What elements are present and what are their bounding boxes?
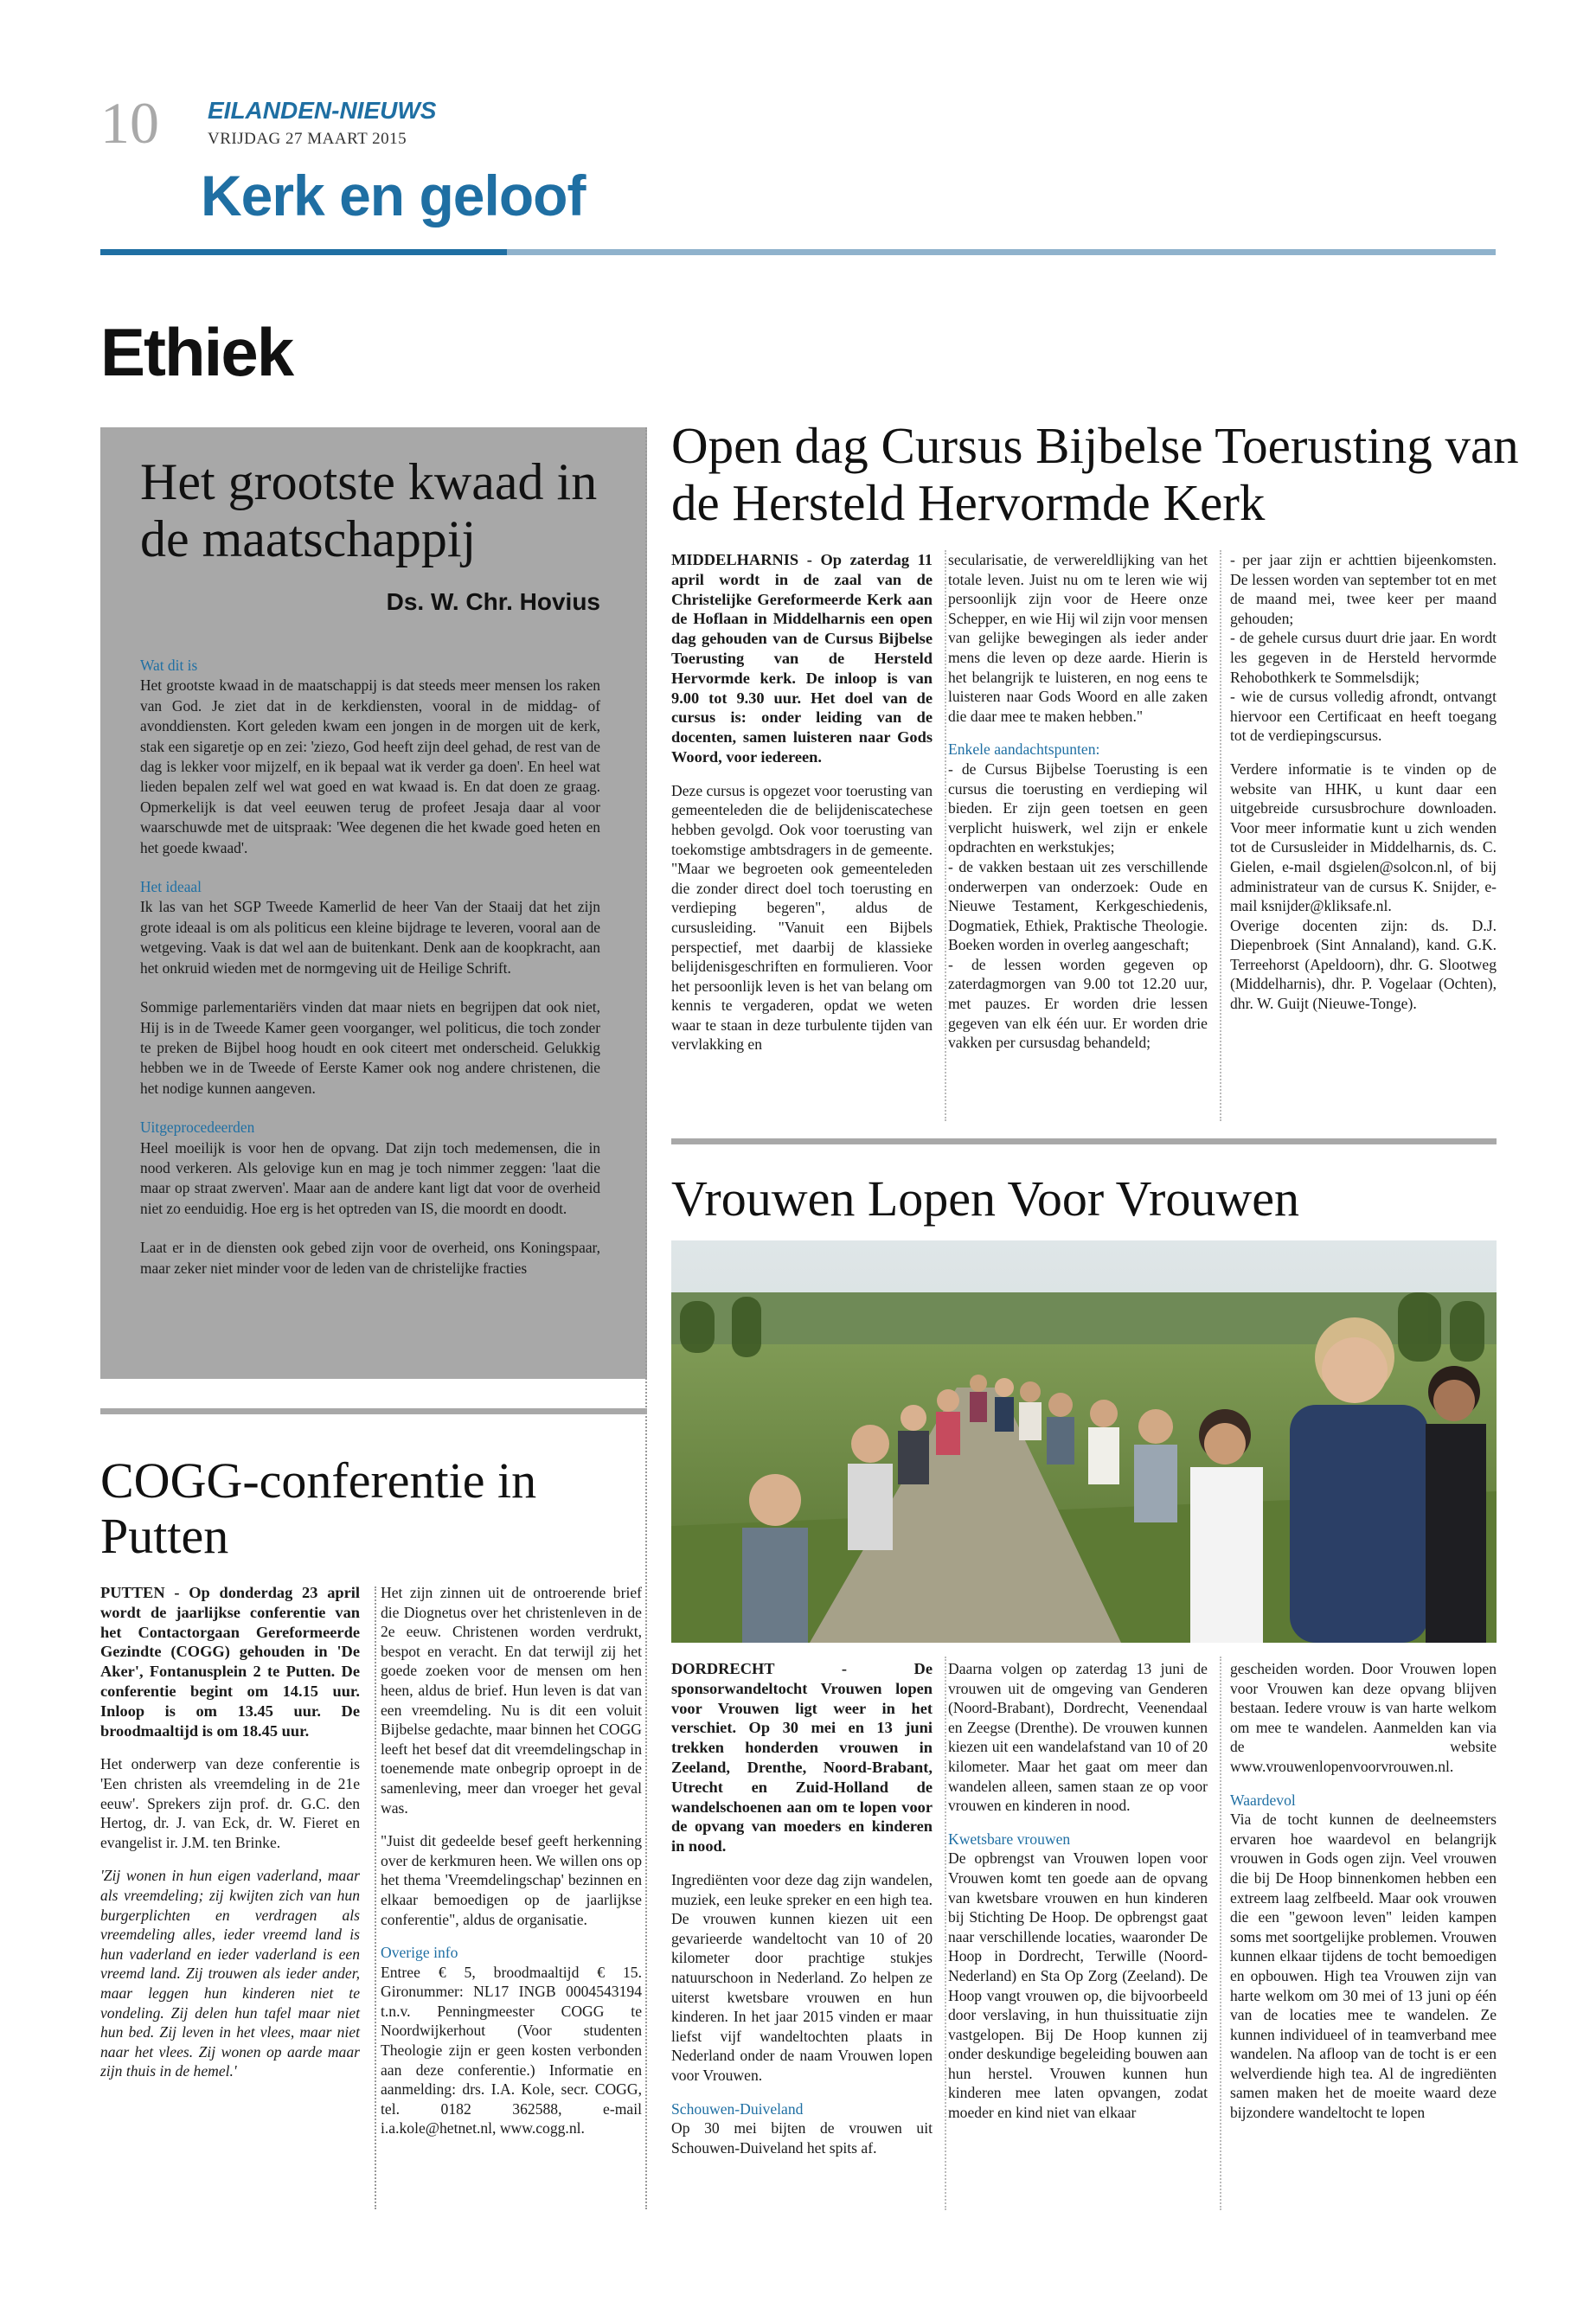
article-title-open-dag: Open dag Cursus Bijbelse Toerusting van de Hersteld Hervormde Kerk [671,417,1519,531]
photo-walking-women [671,1240,1497,1643]
article-column [1230,1659,1497,2137]
article-lead: DORDRECHT - De sponsorwandeltocht Vrouwen lopen voor Vrouwen ligt weer in het verschiet. Op 30 mei en 13 juni trekken honderden vrouwen in Zeeland, Drenthe, Noord-Brabant, Utrecht en Zuid-Holland de wandelschoenen aan om te lopen voor de opvang van moeders en kinderen in nood. [671,1660,933,1856]
rubric-title: Ethiek [100,314,293,390]
paragraph: "Juist dit gedeelde besef geeft herkenning over de kerkmuren heen. We willen ons op het thema 'Vreemdelingschap' bezinnen en elkaar bemoedigen op de jaarlijkse conferentie", aldus de organisatie. [381,1832,642,1928]
article-column [1230,550,1497,1028]
paragraph: Ingrediënten voor deze dag zijn wandelen, muziek, een leuke spreker en een high tea. De vrouwen kunnen kiezen uit een gevarieerde wandeltocht van 10 of 20 kilometer door prachtige stukjes natuurschoon in Nederland. Zo helpen ze uiterst kwetsbare vrouwen en hun kinderen. In het jaar 2015 vinden er maar liefst vijf wandeltochten plaats in Nederland onder de naam Vrouwen lopen voor Vrouwen. [671,1870,933,2084]
paragraph: Het onderwerp van deze conferentie is 'Een christen als vreemdeling in de 21e eeuw'. Sprekers zijn prof. dr. G.C. den Hertog, dr. J. van Eck, dr. W. Fieret en evangelist ir. J.M. ten Brinke. [100,1755,360,1851]
article-title-vrouwen: Vrouwen Lopen Voor Vrouwen [671,1170,1299,1227]
article-column [100,1583,360,2095]
paragraph: Heel moeilijk is voor hen de opvang. Dat zijn toch medemensen, die in nood verkeren. Als gelovige kun en mag je toch nimmer zeggen: 'laat die maar op straat zwerven'. Maar aan de andere kant ligt dat voor de overheid niet zo eenduidig. Hoe erg is het optreden van IS, die moordt en doodt. [140,1138,600,1217]
section-rule [100,249,507,255]
column-divider [945,1657,946,2210]
newspaper-brand: EILANDEN-NIEUWS [208,97,437,124]
subheading: Uitgeprocedeerden [140,1118,255,1137]
paragraph: Sommige parlementariërs vinden dat maar niets en begrijpen dat ook niet, Hij is in de Tweede Kamer geen voorganger, wel politicus, die toch zonder te preken de Bijbel hoog houdt en ook citeert met onderscheid. Gelukkig hebben we in de Tweede of Eerste Kamer ook nog andere christenen, die het nodige kunnen aangeven. [140,998,600,1097]
article-lead: MIDDELHARNIS - Op zaterdag 11 april wordt in de zaal van de Christelijke Gereformeerde Kerk aan de Hoflaan in Middelharnis een open dag gehouden van de Cursus Bijbelse Toerusting van de Hersteld Hervormde kerk. De inloop is van 9.00 tot 9.30 uur. Het doel van de cursus is: onder leiding van de docenten, samen luisteren naar Gods Woord, voor iedereen. [671,551,933,766]
paragraph: De opbrengst van Vrouwen lopen voor Vrouwen komt ten goede aan de opvang van kwetsbare vrouwen en hun kinderen bij Stichting De Hoop. De opbrengst gaat naar verschillende locaties, waaronder De Hoop in Dordrecht, Terwille (Noord-Nederland) en Sta Op Zorg (Zeeland). De Hoop vangt vrouwen op, die bijvoorbeeld door verslaving, in hun thuissituatie zijn vastgelopen. Bij De Hoop kunnen zij onder deskundige begeleiding bouwen aan hun herstel. Vrouwen kunnen hun kinderen mee laten opvangen, zodat moeder en kind niet van elkaar [948,1849,1208,2122]
paragraph: Entree € 5, broodmaaltijd € 15. Gironummer: NL17 INGB 0004543194 t.n.v. Penningmeester COGG te Noordwijkerhout (Voor studenten Theologie zijn er geen kosten verbonden aan deze conferentie.) Informatie en aanmelding: drs. I.A. Kole, secr. COGG, tel. 0182 362588, e-mail i.a.kole@hetnet.nl, www.cogg.nl. [381,1963,642,2138]
paragraph: Verdere informatie is te vinden op de website van HHK, u kunt daar een uitgebreide cursusbrochure downloaden. Voor meer informatie kunt u zich wenden tot de Cursusleider in Middelharnis, ds. C. Gielen, e-mail dsgielen@solcon.nl, of bij administrateur van de cursus K. Snijder, e-mail ksnijder@kliksafe.nl. Overige docenten zijn: ds. D.J. Diepenbroek (Sint Annaland), kand. G.K. Terreehorst (Apeldoorn), dhr. G. Slootweg (Middelharnis), dhr. P. Vogelaar (Ochten), dhr. W. Guijt (Nieuwe-Tonge). [1230,760,1497,1013]
paragraph: Op 30 mei bijten de vrouwen uit Schouwen-Duiveland het spits af. [671,2119,933,2157]
issue-date: VRIJDAG 27 MAART 2015 [208,130,407,148]
subheading: Enkele aandachtspunten: [948,740,1100,759]
subheading: Waardevol [1230,1791,1296,1809]
column-divider [945,550,946,1121]
column-divider [645,427,647,2209]
opinion-title: Het grootste kwaad in de maatschappij [140,453,598,567]
opinion-author: Ds. W. Chr. Hovius [386,588,600,615]
article-column [671,550,933,1068]
subheading: Wat dit is [140,657,198,674]
article-separator [671,1138,1497,1144]
paragraph: Deze cursus is opgezet voor toerusting van gemeenteleden die de belijdeniscatechese hebben gevolgd. Ook voor toerusting van toekomstige ambtsdragers in de gemeente. "Maar we begroeten ook gemeenteleden die zonder direct doel toch toerusting en verdieping begeren", aldus de cursusleiding. "Vanuit een Bijbels perspectief, met daarbij de klassieke belijdenisgeschriften en formulieren. Voor het persoonlijk leven is het van belang om kennis te vergaderen, opdat we weten waar te staan in deze turbulente tijden van vervlakking en [671,781,933,1054]
paragraph: - de Cursus Bijbelse Toerusting is een cursus die toerusting en verdieping wil bieden. Er zijn geen toetsen en geen verplicht huiswerk, wel zijn er enkele opdrachten en werkstukjes; - de vakken bestaan uit zes verschillende onderwerpen van onderzoek: Oude en Nieuwe Testament, Kerkgeschiedenis, Dogmatiek, Ethiek, Praktische Theologie. Boeken worden in overleg aangeschaft; - de lessen worden gegeven op zaterdagmorgen van 9.00 tot 12.20 uur, met pauzes. Er worden drie lessen gegeven van elk één uur. Er worden drie vakken per cursusdag behandeld; [948,760,1208,1052]
paragraph: Daarna volgen op zaterdag 13 juni de vrouwen uit de omgeving van Genderen (Noord-Brabant), Dordrecht, Veenendaal en Zeegse (Drenthe). De vrouwen kunnen kiezen uit een wandelafstand van 10 of 20 kilometer. Maar het gaat om meer dan wandelen alleen, samen staan ze op voor vrouwen en kinderen in nood. [948,1660,1208,1815]
section-rule-light [507,249,1496,255]
column-divider [375,1586,376,2209]
article-separator [100,1408,647,1414]
article-title-cogg: COGG-conferentie in Putten [100,1452,537,1564]
section-title: Kerk en geloof [201,163,586,228]
column-divider [1220,550,1221,1121]
subheading: Schouwen-Duiveland [671,2099,804,2118]
article-column [948,1659,1208,2137]
paragraph: Het zijn zinnen uit de ontroerende brief die Diognetus over het christenleven in de 2e eeuw. Christenen worden verdrukt, bespot en veracht. En dat terwijl zij het goede zoeken voor de mensen om hen heen, aldus de brief. Hun leven is dat van een vreemdeling. Nu is dit een voluit Bijbelse gedachte, maar binnen het COGG leeft het besef dat dit vreemdelingschap in toenemende mate onbegrip oproept in de samenleving, meer dan vroeger het geval was. [381,1584,642,1817]
article-lead: PUTTEN - Op donderdag 23 april wordt de jaarlijkse conferentie van het Contactorgaan Gereformeerde Gezindte (COGG) gehouden in 'De Aker', Fontanusplein 2 te Putten. De conferentie begint om 14.15 uur. Inloop is om 13.45 uur. De broodmaaltijd is om 18.45 uur. [100,1584,360,1740]
paragraph: gescheiden worden. Door Vrouwen lopen voor Vrouwen kan deze opvang blijven bestaan. Iedere vrouw is van harte welkom om mee te wandelen. Aanmelden kan via de website www.vrouwenlopenvoorvrouwen.nl. [1230,1660,1497,1775]
article-column [381,1583,642,2152]
subheading: Het ideaal [140,878,202,896]
opinion-body [140,656,600,1298]
paragraph: - per jaar zijn er achttien bijeenkomsten. De lessen worden van september tot en met de maand mei, twee keer per maand gehouden; - de gehele cursus duurt drie jaar. En wordt les gegeven in de Hersteld hervormde Rehobothkerk te Sommelsdijk; - wie de cursus volledig afrondt, ontvangt hiervoor een Certificaat en heeft toegang tot de verdiepingscursus. [1230,551,1497,745]
paragraph: Laat er in de diensten ook gebed zijn voor de overheid, ons Koningspaar, maar zeker niet minder voor de leden van de christelijke fracties [140,1239,600,1277]
paragraph: secularisatie, de verwereldlijking van het totale leven. Juist nu om te leren wie wij persoonlijk zijn voor de Heere onze Schepper, en wie Hij wil zijn voor mensen van gelijke bewegingen als ieder ander mens die leven op deze aarde. Hierin is het belangrijk te luisteren, en nog eens te luisteren naar Gods Woord en alle zaken die daar mee te maken hebben." [948,551,1208,725]
article-column [671,1659,933,2171]
page-number: 10 [100,90,159,156]
subheading: Overige info [381,1944,458,1962]
paragraph: Ik las van het SGP Tweede Kamerlid de heer Van der Staaij dat het zijn grote ideaal is om als politicus een kleine bijdrage te leveren, vooral aan de wetgeving. Vaak is dat wel aan de buitenkant. Denk aan de koopkracht, aan het onkruid wieden met de normgeving uit de Heilige Schrift. [140,898,600,977]
quote: 'Zij wonen in hun eigen vaderland, maar als vreemdeling; zij kwijten zich van hun burgerplichten en verdragen als vreemdeling alles, ieder vreemd land is hun vaderland en ieder vaderland is een vreemd land. Zij trouwen als ieder ander, maar leggen hun kinderen niet te vondeling. Zij delen hun tafel maar niet hun bed. Zij leven in het vlees, maar niet naar het vlees. Zij wonen op aarde maar zijn thuis in de hemel.' [100,1867,360,2080]
article-column [948,550,1208,1067]
subheading: Kwetsbare vrouwen [948,1830,1071,1848]
column-divider [1220,1657,1221,2210]
paragraph: Het grootste kwaad in de maatschappij is dat steeds meer mensen los raken van God. Je ziet dat in de kerkdiensten, vooral in de middag- of avonddiensten. Kort geleden kwam een jongen in de morgen uit de kerk, stak een sigaretje op en zei: 'ziezo, God heeft zijn deel gehad, de rest van de dag is lekker voor mijzelf, en ik bepaal wat ik verder ga doen'. En heel wat lieden bepalen zelf wel wat goed en wat kwaad is. En dat doen ze graag. Opmerkelijk is dat veel eeuwen terug de profeet Jesaja daar al voor waarschuwde met de uitspraak: 'Wee degenen die het kwade goed heten en het goede kwaad'. [140,676,600,856]
paragraph: Via de tocht kunnen de deelneemsters ervaren hoe waardevol en belangrijk vrouwen in Gods ogen zijn. Veel vrouwen die bij De Hoop binnenkomen hebben een extreem laag zelfbeeld. Maar ook vrouwen die een "gewoon leven" leiden kampen soms met soortgelijke problemen. Vrouwen kunnen elkaar tijdens de tocht bemoedigen en opbouwen. High tea Vrouwen zijn van harte welkom om 30 mei of 13 juni op één van de locaties mee te wandelen. Ze kunnen individueel of in teamverband mee wandelen. Na afloop van de tocht is er een welverdiende high tea. Al de ingrediënten samen maken het de moeite waard deze bijzondere wandeltocht te lopen [1230,1811,1497,2122]
